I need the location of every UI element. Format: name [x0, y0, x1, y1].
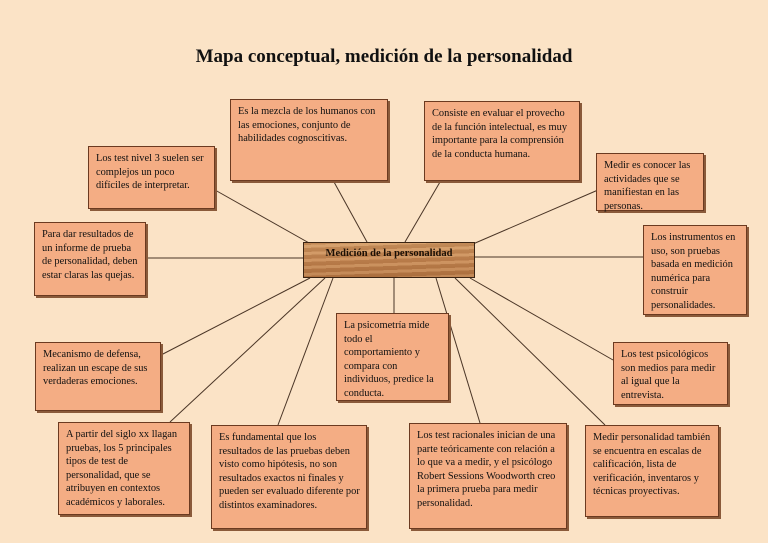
node-medir: Medir es conocer las actividades que se manifiestan en las personas.: [596, 153, 704, 211]
node-funcion: Consiste en evaluar el provecho de la función intelectual, es muy importante para la comprensión de la conducta humana.: [424, 101, 580, 181]
connector-fundamental: [278, 278, 333, 425]
node-psicologicos: Los test psicológicos son medios para medir al igual que la entrevista.: [613, 342, 728, 405]
node-mecanismo: Mecanismo de defensa, realizan un escape de sus verdaderas emociones.: [35, 342, 161, 411]
connector-emociones: [334, 182, 367, 242]
node-sigloxx: A partir del siglo xx llagan pruebas, los 5 principales tipos de test de personalidad, que se atribuyen en contextos académicos y laborales.: [58, 422, 190, 515]
node-nivel3: Los test nivel 3 suelen ser complejos un poco difíciles de interpretar.: [88, 146, 215, 209]
node-fundamental: Es fundamental que los resultados de las pruebas deben visto como hipótesis, no son resultados exactos ni finales y pueden ser evaluado diferente por distintos examinadores.: [211, 425, 367, 529]
connector-mecanismo: [161, 278, 310, 355]
connector-sigloxx: [170, 278, 325, 422]
connector-psicologicos: [470, 278, 613, 360]
node-psicometria: La psicometría mide todo el comportamiento y compara con individuos, predice la conducta.: [336, 313, 449, 401]
connector-escalas: [455, 278, 605, 425]
node-instrumentos: Los instrumentos en uso, son pruebas basada en medición numérica para construir personalidades.: [643, 225, 747, 315]
node-resultados: Para dar resultados de un informe de prueba de personalidad, deben estar claras las quejas.: [34, 222, 146, 296]
connector-nivel3: [215, 190, 318, 248]
diagram-title: Mapa conceptual, medición de la personalidad: [195, 46, 573, 67]
node-racionales: Los test racionales inician de una parte teóricamente con relación a lo que va a medir, y el psicólogo Robert Sessions Woodworth creo la primera prueba para medir personalidad.: [409, 423, 567, 529]
connector-funcion: [405, 182, 440, 242]
central-concept: Medición de la personalidad: [303, 242, 475, 278]
node-escalas: Medir personalidad también se encuentra en escalas de calificación, lista de verificación, inventaros y técnicas proyectivas.: [585, 425, 719, 517]
node-emociones: Es la mezcla de los humanos con las emociones, conjunto de habilidades cognoscitivas.: [230, 99, 388, 181]
connector-medir: [466, 190, 598, 247]
